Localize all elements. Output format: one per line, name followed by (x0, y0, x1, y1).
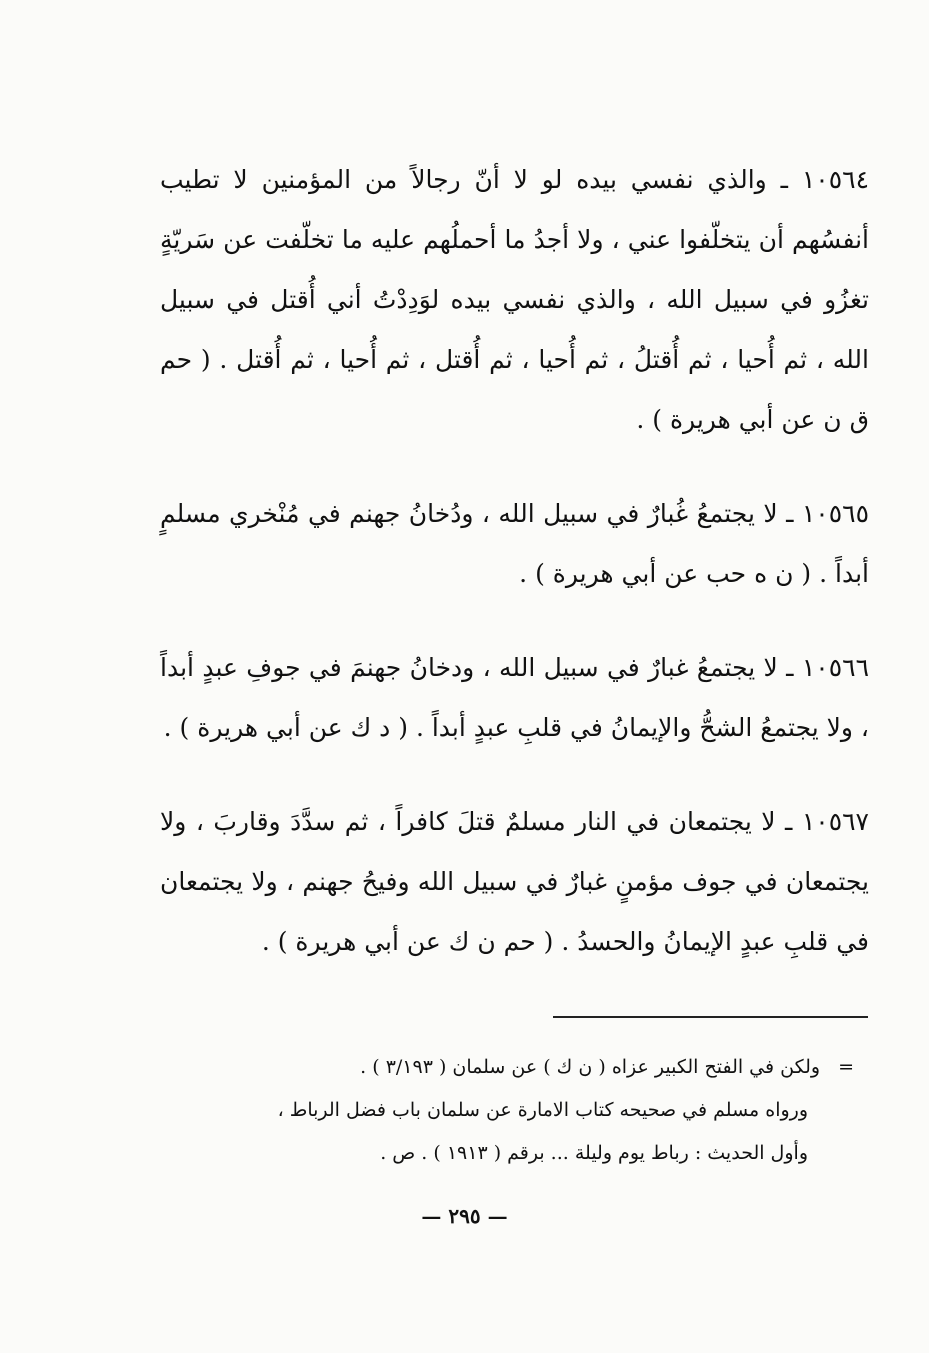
hadith-dash: ـ (766, 165, 788, 194)
footnote-line-2: ورواه مسلم في صحيحه كتاب الامارة عن سلمان باب فضل الرباط ، (277, 1099, 808, 1121)
hadith-number: ١٠٥٦٦ (801, 653, 869, 682)
hadith-number: ١٠٥٦٤ (801, 165, 870, 194)
hadith-dash: ـ (777, 499, 794, 528)
hadith-dash: ـ (775, 807, 793, 836)
hadith-text: لا يجتمعُ غبارٌ في سبيل الله ، ودخانُ جهنمَ في جوفِ عبدٍ أبداً ، ولا يجتمعُ الشحُّ والإيمانُ في قلبِ عبدٍ أبداً . ( د ك عن أبي هريرة ) . (160, 653, 869, 742)
hadith-10565 (160, 484, 869, 604)
hadith-text: لا يجتمعان في النار مسلمٌ قتلَ كافراً ، ثم سدَّدَ وقاربَ ، ولا يجتمعان في جوف مؤمنٍ غبارٌ في سبيل الله وفيحُ جهنم ، ولا يجتمعان في قلبِ عبدٍ الإيمانُ والحسدُ . ( حم ن ك عن أبي هريرة ) . (160, 807, 869, 956)
hadith-number: ١٠٥٦٥ (801, 499, 869, 528)
footnote-line-3: وأول الحديث : رباط يوم وليلة ... برقم ( ١٩١٣ ) . ص . (380, 1142, 808, 1164)
hadith-number: ١٠٥٦٧ (801, 807, 869, 836)
footnote (180, 1046, 854, 1175)
hadith-10566 (160, 638, 869, 758)
footnote-line-1 (180, 1046, 854, 1089)
hadith-text: والذي نفسي بيده لو لا أنّ رجالاً من المؤمنين لا تطيب أنفسُهم أن يتخلّفوا عني ، ولا أجدُ ما أحملُهم عليه ما تخلّفت عن سَريّةٍ تغزُو في سبيل الله ، والذي نفسي بيده لوَدِدْتُ أني أُقتل في سبيل الله ، ثم أُحيا ، ثم أُقتلُ ، ثم أُحيا ، ثم أُقتل ، ثم أُحيا ، ثم أُقتل . ( حم ق ن عن أبي هريرة ) . (160, 165, 869, 434)
footnote-continuation-marker: = (838, 1056, 854, 1078)
hadith-list (160, 150, 869, 1006)
hadith-text: لا يجتمعُ غُبارٌ في سبيل الله ، ودُخانُ جهنم في مُنْخري مسلمٍ أبداً . ( ن ه حب عن أبي هريرة ) . (160, 499, 869, 588)
footnote-text-1: ولكن في الفتح الكبير عزاه ( ن ك ) عن سلمان ( ٣/١٩٣ ) . (360, 1056, 821, 1078)
page-number: — ٢٩٥ — (421, 1204, 508, 1228)
hadith-10567 (160, 792, 869, 972)
hadith-10564 (160, 150, 869, 450)
hadith-dash: ـ (777, 653, 794, 682)
footnote-separator (553, 1016, 868, 1018)
